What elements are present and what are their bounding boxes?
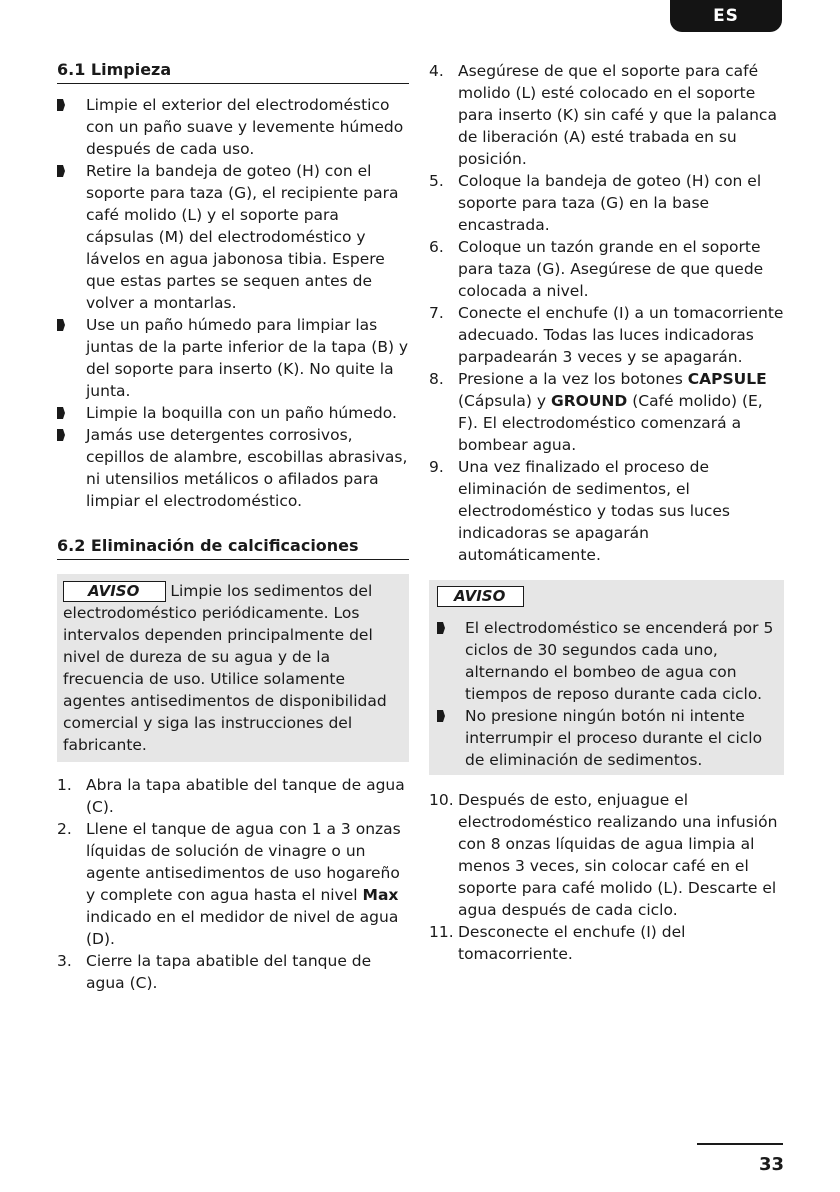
step-text: Asegúrese de que el soporte para café molido (L) esté colocado en el soporte para inserto (K) sin café y que la palanca de liberación (A) esté trabada en su posición. bbox=[458, 62, 777, 168]
step-text: (Café molido) (E, F). El electrodoméstico comenzará a bombear agua. bbox=[458, 392, 763, 454]
step-item bbox=[57, 950, 409, 994]
bullet-icon bbox=[57, 165, 65, 177]
step-text: Presione a la vez los botones bbox=[458, 370, 688, 388]
step-text: Conecte el enchufe (I) a un tomacorriente adecuado. Todas las luces indicadoras parpadearán 3 veces y se apagarán. bbox=[458, 304, 784, 366]
step-item bbox=[429, 170, 784, 236]
step-item bbox=[57, 818, 409, 950]
step-text: Desconecte el enchufe (I) del tomacorriente. bbox=[458, 923, 686, 963]
list-item bbox=[437, 617, 776, 705]
list-item bbox=[437, 705, 776, 771]
language-tab: ES bbox=[670, 0, 782, 32]
step-item bbox=[429, 921, 784, 965]
list-item bbox=[57, 402, 409, 424]
step-text: Después de esto, enjuague el electrodoméstico realizando una infusión con 8 onzas líquidas de agua limpia al menos 3 veces, sin colocar café en el soporte para café molido (L). Descarte el agua después de cada ciclo. bbox=[458, 791, 778, 919]
step-number: 9. bbox=[429, 458, 444, 476]
left-column bbox=[57, 60, 409, 994]
notice-tag: AVISO bbox=[437, 586, 524, 607]
step-item bbox=[429, 789, 784, 921]
list-item-text: Retire la bandeja de goteo (H) con el soporte para taza (G), el recipiente para café molido (L) y el soporte para cápsulas (M) del electrodoméstico y lávelos en agua jabonosa tibia. Espere que estas partes se sequen antes de volver a montarlas. bbox=[86, 162, 399, 312]
list-item-text: No presione ningún botón ni intente interrumpir el proceso durante el ciclo de eliminación de sedimentos. bbox=[465, 707, 763, 769]
list-item bbox=[57, 314, 409, 402]
section-title-descaling: 6.2 Eliminación de calcificaciones bbox=[57, 536, 409, 560]
step-bold-text: GROUND bbox=[551, 392, 628, 410]
list-item bbox=[57, 160, 409, 314]
notice-text: Limpie los sedimentos del electrodoméstico periódicamente. Los intervalos dependen principalmente del nivel de dureza de su agua y de la frecuencia de uso. Utilice solamente agentes antisedimentos de disponibilidad comercial y siga las instrucciones del fabricante. bbox=[63, 582, 387, 754]
bullet-icon bbox=[437, 622, 445, 634]
step-text: Coloque la bandeja de goteo (H) con el soporte para taza (G) en la base encastrada. bbox=[458, 172, 762, 234]
step-number: 3. bbox=[57, 952, 72, 970]
notice-tag: AVISO bbox=[63, 581, 166, 602]
step-text: Llene el tanque de agua con 1 a 3 onzas líquidas de solución de vinagre o un agente antisedimentos de uso hogareño y complete con agua hasta el nivel bbox=[86, 820, 401, 904]
section-title-cleaning: 6.1 Limpieza bbox=[57, 60, 409, 84]
list-item bbox=[57, 424, 409, 512]
step-number: 5. bbox=[429, 172, 444, 190]
step-number: 4. bbox=[429, 62, 444, 80]
step-text: indicado en el medidor de nivel de agua (D). bbox=[86, 908, 399, 948]
step-item bbox=[429, 368, 784, 456]
step-item bbox=[429, 236, 784, 302]
step-number: 7. bbox=[429, 304, 444, 322]
step-text: Cierre la tapa abatible del tanque de agua (C). bbox=[86, 952, 372, 992]
list-item-text: Use un paño húmedo para limpiar las juntas de la parte inferior de la tapa (B) y del soporte para inserto (K). No quite la junta. bbox=[86, 316, 409, 400]
step-text: Coloque un tazón grande en el soporte para taza (G). Asegúrese de que quede colocada a nivel. bbox=[458, 238, 764, 300]
bullet-icon bbox=[57, 407, 65, 419]
step-item bbox=[429, 60, 784, 170]
bullet-icon bbox=[57, 99, 65, 111]
notice-box bbox=[429, 580, 784, 775]
bullet-icon bbox=[57, 429, 65, 441]
step-number: 10. bbox=[429, 791, 454, 809]
step-bold-text: CAPSULE bbox=[687, 370, 767, 388]
bullet-icon bbox=[437, 710, 445, 722]
step-number: 11. bbox=[429, 923, 454, 941]
bullet-icon bbox=[57, 319, 65, 331]
footer-rule bbox=[697, 1143, 783, 1145]
step-bold-text: Max bbox=[362, 886, 399, 904]
list-item-text: Jamás use detergentes corrosivos, cepillos de alambre, escobillas abrasivas, ni utensilios metálicos o afilados para limpiar el electrodoméstico. bbox=[86, 426, 408, 510]
step-item bbox=[57, 774, 409, 818]
notice-bullet-list bbox=[437, 617, 776, 771]
descaling-steps-list-final bbox=[429, 789, 784, 965]
step-text: (Cápsula) y bbox=[458, 392, 551, 410]
step-text: Abra la tapa abatible del tanque de agua (C). bbox=[86, 776, 405, 816]
list-item-text: El electrodoméstico se encenderá por 5 ciclos de 30 segundos cada uno, alternando el bombeo de agua con tiempos de reposo durante cada ciclo. bbox=[465, 619, 774, 703]
cleaning-bullet-list bbox=[57, 94, 409, 512]
list-item-text: Limpie la boquilla con un paño húmedo. bbox=[86, 404, 397, 422]
step-number: 8. bbox=[429, 370, 444, 388]
page-number: 33 bbox=[758, 1154, 784, 1175]
step-text: Una vez finalizado el proceso de eliminación de sedimentos, el electrodoméstico y todas sus luces indicadoras se apagarán automáticamente. bbox=[458, 458, 731, 564]
step-item bbox=[429, 302, 784, 368]
list-item bbox=[57, 94, 409, 160]
step-item bbox=[429, 456, 784, 566]
step-number: 2. bbox=[57, 820, 72, 838]
list-item-text: Limpie el exterior del electrodoméstico con un paño suave y levemente húmedo después de cada uso. bbox=[86, 96, 404, 158]
step-number: 6. bbox=[429, 238, 444, 256]
descaling-steps-list bbox=[57, 774, 409, 994]
descaling-steps-list-continued bbox=[429, 60, 784, 566]
step-number: 1. bbox=[57, 776, 72, 794]
right-column bbox=[429, 60, 784, 965]
notice-box bbox=[57, 574, 409, 762]
